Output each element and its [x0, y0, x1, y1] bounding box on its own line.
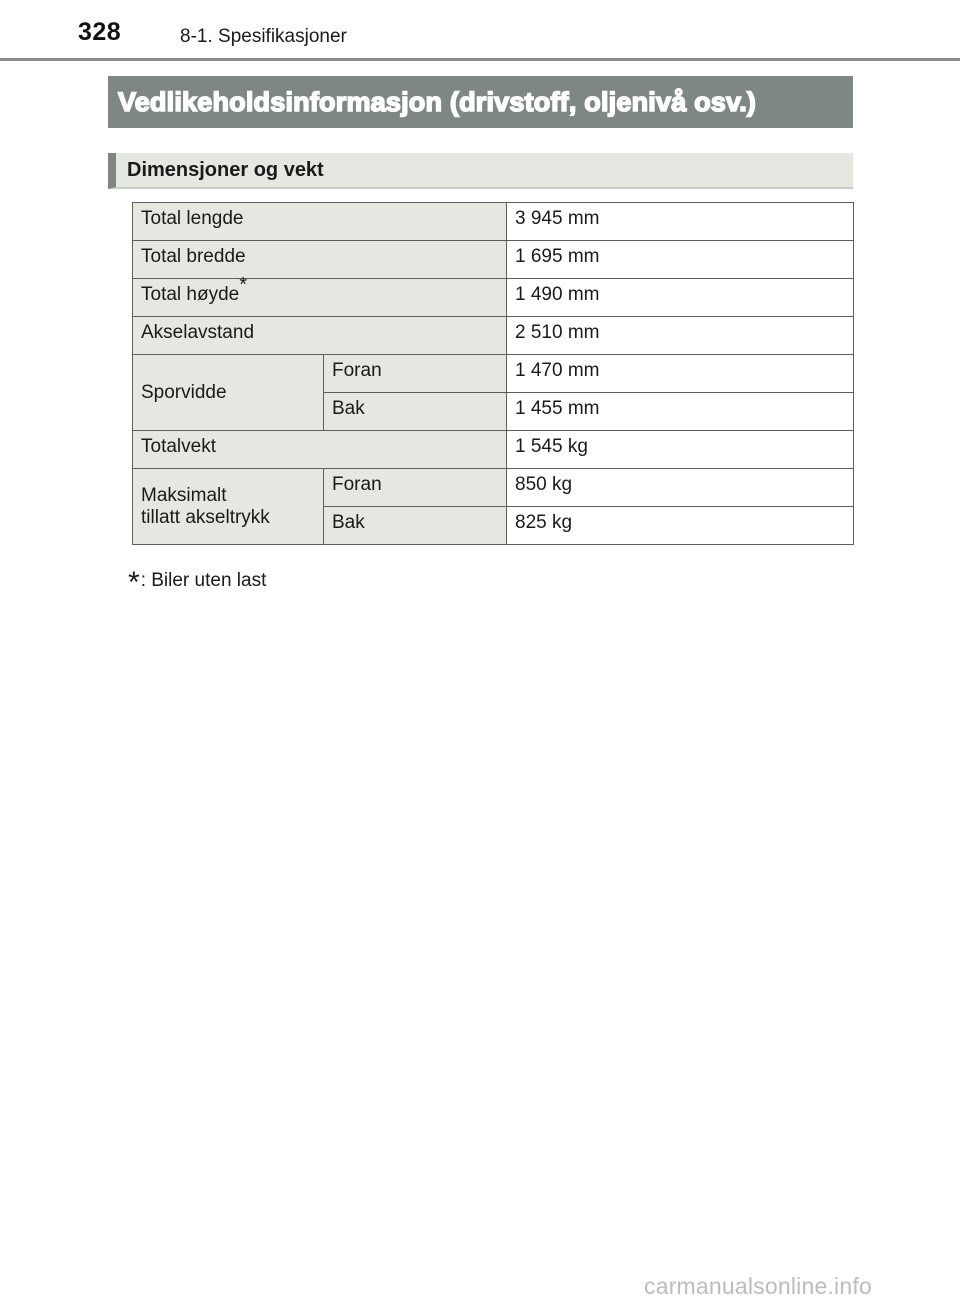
spec-label: Totalvekt [133, 431, 507, 469]
spec-label: Total bredde [133, 241, 507, 279]
subsection-heading [108, 153, 853, 189]
spec-group-label-line2: tillatt akseltrykk [141, 506, 270, 528]
spec-sublabel: Bak [324, 507, 507, 545]
spec-value: 2 510 mm [507, 317, 854, 355]
spec-group-label: Sporvidde [133, 355, 324, 431]
spec-sublabel: Bak [324, 393, 507, 431]
spec-value: 3 945 mm [507, 203, 854, 241]
spec-value: 850 kg [507, 469, 854, 507]
footnote [128, 560, 267, 599]
footnote-marker: * [128, 566, 140, 599]
spec-value: 1 470 mm [507, 355, 854, 393]
footnote-marker: * [239, 273, 248, 296]
section-banner [108, 76, 853, 128]
spec-value: 825 kg [507, 507, 854, 545]
spec-group-label-line1: Maksimalt [141, 484, 227, 506]
section-title: Vedlikeholdsinformasjon (drivstoff, oljenivå osv.) [118, 86, 757, 117]
spec-group-label [133, 469, 324, 545]
spec-value: 1 695 mm [507, 241, 854, 279]
table-row [133, 241, 854, 279]
table-row [133, 203, 854, 241]
footnote-text: : Biler uten last [140, 570, 267, 591]
table-row [133, 279, 854, 317]
spec-sublabel: Foran [324, 355, 507, 393]
dimensions-table [132, 202, 854, 545]
spec-value: 1 455 mm [507, 393, 854, 431]
spec-label: Total lengde [133, 203, 507, 241]
watermark-text: carmanualsonline.info [644, 1273, 872, 1299]
table-row [133, 431, 854, 469]
table-row [133, 355, 854, 393]
spec-label: Total høyde [141, 284, 240, 305]
header-divider [0, 58, 960, 61]
spec-label: Akselavstand [133, 317, 507, 355]
subsection-title: Dimensjoner og vekt [127, 158, 324, 181]
spec-label-cell [133, 273, 507, 317]
chapter-title: 8-1. Spesifikasjoner [180, 26, 347, 47]
page-number: 328 [78, 18, 122, 46]
spec-value: 1 545 kg [507, 431, 854, 469]
table-row [133, 469, 854, 507]
table-row [133, 317, 854, 355]
spec-value: 1 490 mm [507, 279, 854, 317]
spec-sublabel: Foran [324, 469, 507, 507]
